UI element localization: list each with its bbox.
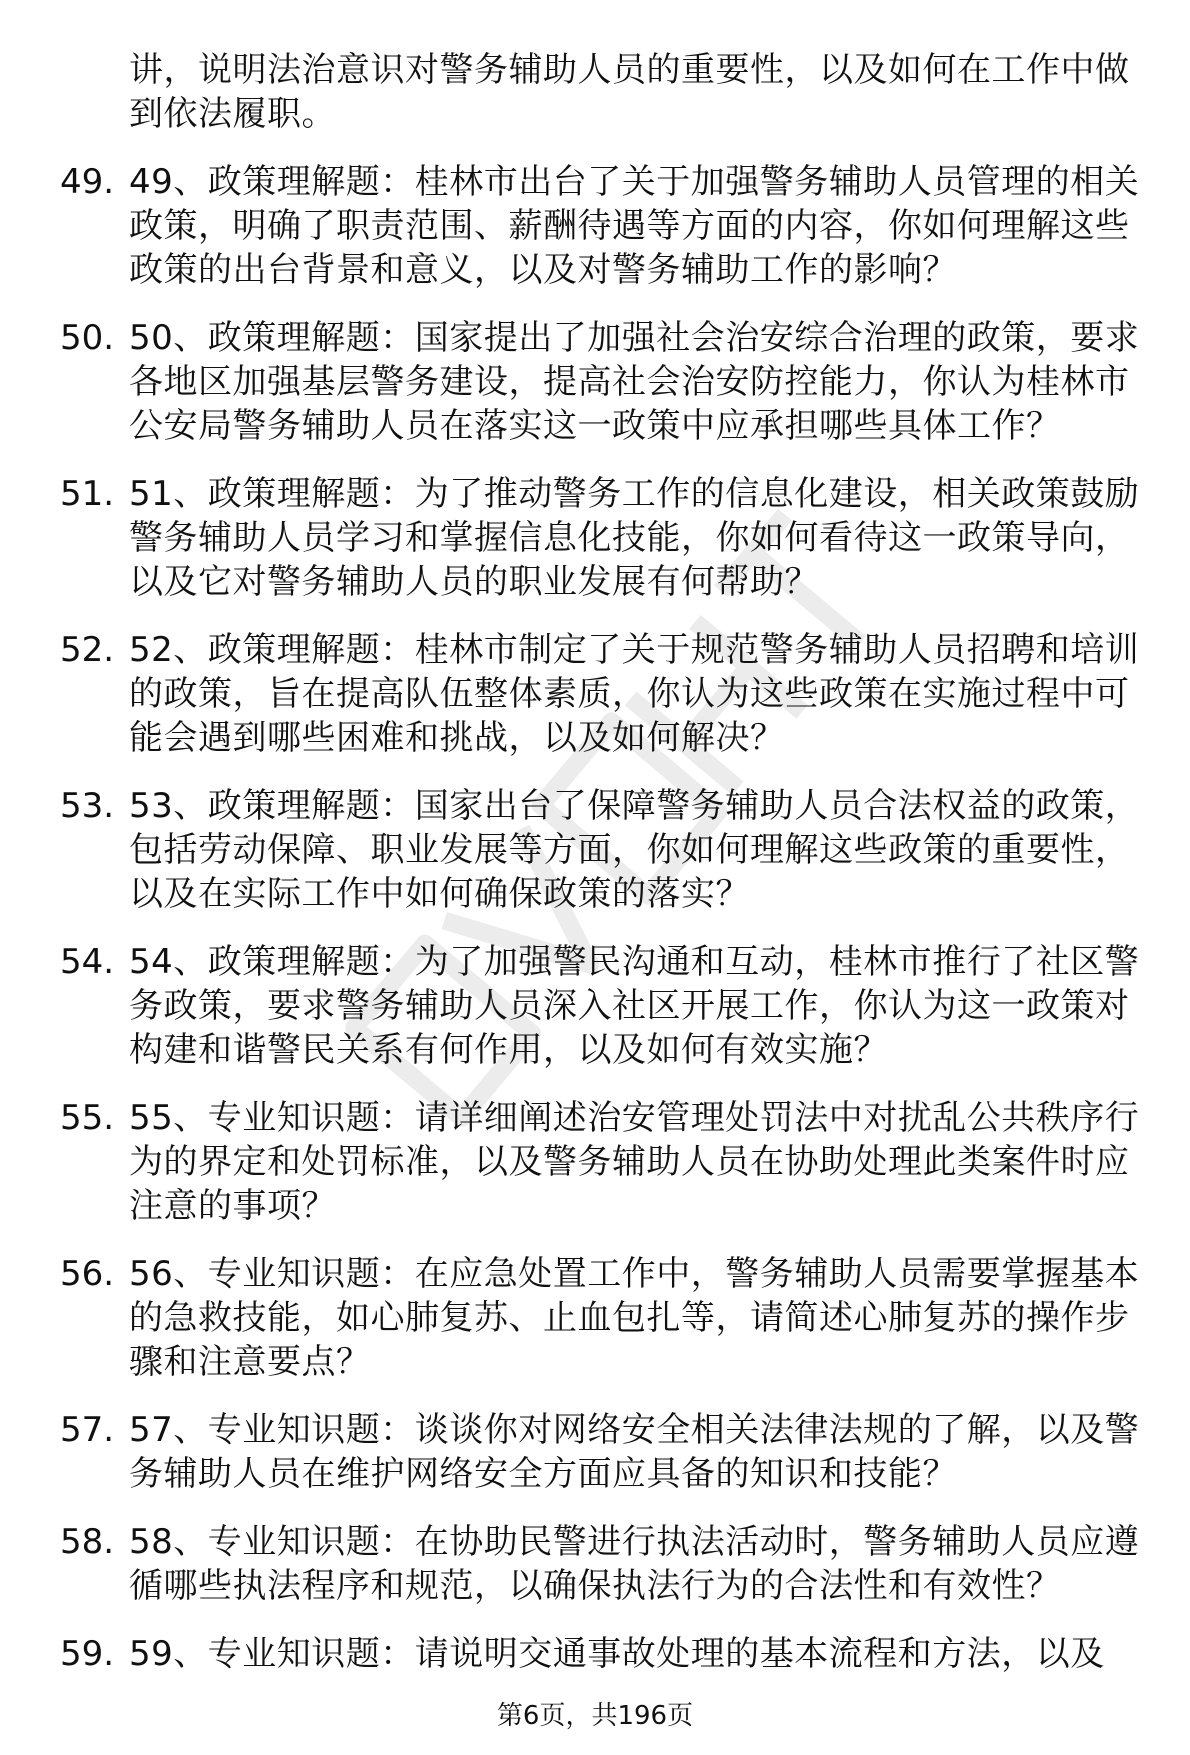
item-text: 50、政策理解题：国家提出了加强社会治安综合治理的政策，要求各地区加强基层警务建设，提高社会治安防控能力，你认为桂林市公安局警务辅助人员在落实这一政策中应承担哪些具体工作？	[129, 318, 1140, 446]
list-item	[60, 1632, 1150, 1676]
page-footer: 第6页，共196页	[496, 1701, 694, 1731]
item-number: 59.	[60, 1634, 115, 1674]
item-text: 55、专业知识题：请详细阐述治安管理处罚法中对扰乱公共秩序行为的界定和处罚标准，以及警务辅助人员在协助处理此类案件时应注意的事项？	[129, 1098, 1140, 1226]
item-text: 51、政策理解题：为了推动警务工作的信息化建设，相关政策鼓励警务辅助人员学习和掌握信息化技能，你如何看待这一政策导向，以及它对警务辅助人员的职业发展有何帮助？	[129, 474, 1140, 602]
item-text: 54、政策理解题：为了加强警民沟通和互动，桂林市推行了社区警务政策，要求警务辅助人员深入社区开展工作，你认为这一政策对构建和谐警民关系有何作用，以及如何有效实施？	[129, 942, 1140, 1070]
item-text: 53、政策理解题：国家出台了保障警务辅助人员合法权益的政策，包括劳动保障、职业发展等方面，你如何理解这些政策的重要性，以及在实际工作中如何确保政策的落实？	[129, 786, 1140, 914]
item-text: 49、政策理解题：桂林市出台了关于加强警务辅助人员管理的相关政策，明确了职责范围、薪酬待遇等方面的内容，你如何理解这些政策的出台背景和意义，以及对警务辅助工作的影响？	[129, 162, 1140, 290]
item-number: 55.	[60, 1098, 115, 1138]
list-item	[60, 472, 1150, 604]
item-text: 58、专业知识题：在协助民警进行执法活动时，警务辅助人员应遵循哪些执法程序和规范，以确保执法行为的合法性和有效性？	[129, 1522, 1140, 1606]
item-number: 50.	[60, 318, 115, 358]
list-item	[60, 1520, 1150, 1608]
list-item	[60, 1096, 1150, 1228]
item-text: 57、专业知识题：谈谈你对网络安全相关法律法规的了解，以及警务辅助人员在维护网络安全方面应具备的知识和技能？	[129, 1410, 1140, 1494]
question-list	[60, 48, 1150, 1676]
item-number: 52.	[60, 630, 115, 670]
list-item	[60, 940, 1150, 1072]
item-number: 51.	[60, 474, 115, 514]
list-item	[60, 1252, 1150, 1384]
list-item	[60, 1408, 1150, 1496]
list-item	[60, 628, 1150, 760]
item-number: 56.	[60, 1254, 115, 1294]
item-text: 56、专业知识题：在应急处置工作中，警务辅助人员需要掌握基本的急救技能，如心肺复苏、止血包扎等，请简述心肺复苏的操作步骤和注意要点？	[129, 1254, 1140, 1382]
item-number: 49.	[60, 162, 115, 202]
list-item	[60, 160, 1150, 292]
item-number: 57.	[60, 1410, 115, 1450]
item-text: 52、政策理解题：桂林市制定了关于规范警务辅助人员招聘和培训的政策，旨在提高队伍整体素质，你认为这些政策在实施过程中可能会遇到哪些困难和挑战，以及如何解决？	[129, 630, 1140, 758]
item-number: 58.	[60, 1522, 115, 1562]
list-item	[60, 316, 1150, 448]
list-item	[60, 784, 1150, 916]
item-number: 53.	[60, 786, 115, 826]
item-text: 59、专业知识题：请说明交通事故处理的基本流程和方法，以及	[129, 1634, 1105, 1674]
continuation-text: 讲，说明法治意识对警务辅助人员的重要性，以及如何在工作中做到依法履职。	[129, 50, 1130, 134]
item-number: 54.	[60, 942, 115, 982]
